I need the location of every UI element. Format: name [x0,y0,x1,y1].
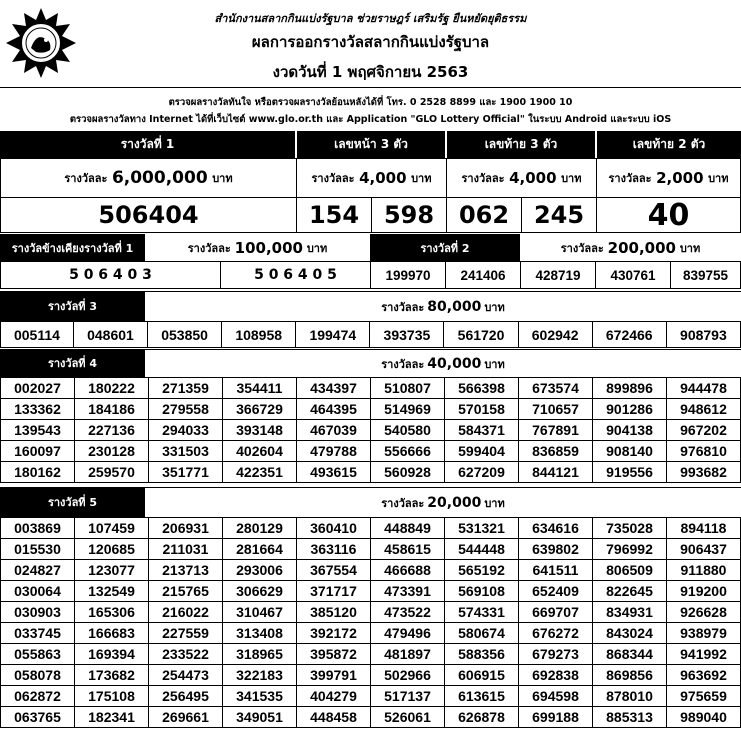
back3-number: 245 [521,197,597,233]
table-row [1,686,741,707]
prize3-table [0,321,741,348]
prize3-amount [145,291,741,321]
baht-label: บาท [411,172,432,185]
prize5-number: 938979 [667,623,741,644]
prize5-number: 033745 [1,623,75,644]
prize5-number: 911880 [667,560,741,581]
baht-label: บาท [484,300,505,314]
prize5-number: 055863 [1,644,75,665]
prize5-number: 318965 [223,644,297,665]
page-header [0,0,741,125]
prize5-number: 310467 [223,602,297,623]
info-internet: ตรวจผลรางวัลทาง Internet ได้ที่เว็บไซต์ www.glo.or.th และ Application "GLO Lottery Official" ในระบบ Android และระบบ iOS [69,114,672,125]
prize5-number: 367554 [297,560,371,581]
prize4-number: 944478 [667,378,741,399]
prize5-number: 588356 [445,644,519,665]
prize5-number: 213713 [149,560,223,581]
prize2-number: 430761 [595,261,671,289]
front3-amount [296,158,447,198]
prize5-number: 395872 [297,644,371,665]
prize4-number: 556666 [371,441,445,462]
prize5-number: 281664 [223,539,297,560]
table-row [1,420,741,441]
prize5-number: 639802 [519,539,593,560]
prize5-number: 526061 [371,707,445,728]
prize5-number: 182341 [75,707,149,728]
prize4-number: 584371 [445,420,519,441]
prize4-number: 393148 [223,420,297,441]
prize4-number: 948612 [667,399,741,420]
prize4-number: 180162 [1,462,75,483]
table-row [1,322,741,348]
prize4-number: 993682 [667,462,741,483]
prize3-number: 602942 [518,322,592,348]
front3-number: 598 [371,197,447,233]
prize5-number: 569108 [445,581,519,602]
prize5-number: 641511 [519,560,593,581]
prize5-number: 531321 [445,518,519,539]
table-row [1,581,741,602]
prize5-number: 869856 [593,665,667,686]
info-phone: ตรวจผลรางวัลทันใจ หรือตรวจผลรางวัลย้อนหลังได้ที่ โทร. 0 2528 8899 และ 1900 1900 10 [168,97,573,108]
prize5-number: 834931 [593,602,667,623]
prize2-number: 428719 [520,261,596,289]
back2-header: เลขท้าย 2 ตัว [597,131,741,158]
amount-prefix: รางวัลละ [381,496,425,510]
prize5-number: 963692 [667,665,741,686]
prize5-number: 669707 [519,602,593,623]
prize5-number: 216022 [149,602,223,623]
prize5-header: รางวัลที่ 5 [0,487,145,517]
table-row [1,441,741,462]
page-title: ผลการออกรางวัลสลากกินแบ่งรัฐบาล [251,33,490,51]
table-row [1,539,741,560]
prize3-number: 108958 [222,322,296,348]
prize5-number: 473522 [371,602,445,623]
divider [0,87,741,88]
prize5-number: 360410 [297,518,371,539]
prize5-number: 606915 [445,665,519,686]
table-row [1,462,741,483]
prize5-number: 107459 [75,518,149,539]
prize4-number: 160097 [1,441,75,462]
prize5-number: 868344 [593,644,667,665]
prize5-number: 293006 [223,560,297,581]
prize4-number: 002027 [1,378,75,399]
table-row [1,399,741,420]
prize5-number: 363116 [297,539,371,560]
prize5-number: 269661 [149,707,223,728]
prize1-header: รางวัลที่ 1 [0,131,295,158]
prize2-amount [520,234,741,261]
back3-amount [446,158,597,198]
prize1-amount [0,158,297,198]
prize5-table [0,517,741,728]
baht-label: บาท [561,172,582,185]
prize5-number: 404279 [297,686,371,707]
prize5-number: 313408 [223,623,297,644]
front3-header: เลขหน้า 3 ตัว [297,131,445,158]
prize5-number: 580674 [445,623,519,644]
prize5-number: 123077 [75,560,149,581]
back2-amount [596,158,741,198]
prize4-number: 133362 [1,399,75,420]
prize4-number: 599404 [445,441,519,462]
prize2-number: 199970 [370,261,446,289]
front3-number: 154 [296,197,372,233]
prize4-number: 836859 [519,441,593,462]
table-row [1,644,741,665]
amount-prefix: รางวัลละ [461,172,505,185]
prize4-number: 259570 [75,462,149,483]
prize5-number: 919200 [667,581,741,602]
amount-value: 200,000 [607,238,676,257]
prize3-header: รางวัลที่ 3 [0,291,145,321]
table-row [1,602,741,623]
prize5-number: 058078 [1,665,75,686]
amount-value: 20,000 [427,494,482,511]
prize5-number: 448849 [371,518,445,539]
prize1-number: 506404 [0,197,297,233]
amount-value: 4,000 [359,169,407,187]
amount-prefix: รางวัลละ [560,241,604,255]
prize5-number: 448458 [297,707,371,728]
prize5-number: 062872 [1,686,75,707]
prize5-number: 473391 [371,581,445,602]
prize5-number: 694598 [519,686,593,707]
prize2-number: 241406 [445,261,521,289]
prize3-number: 393735 [370,322,444,348]
prize5-number: 256495 [149,686,223,707]
prize4-number: 464395 [297,399,371,420]
prize5-number: 254473 [149,665,223,686]
prize5-number: 169394 [75,644,149,665]
prize4-number: 180222 [75,378,149,399]
baht-label: บาท [306,241,328,255]
prize5-amount [145,487,741,517]
prize5-number: 941992 [667,644,741,665]
prize5-number: 676272 [519,623,593,644]
prize5-number: 024827 [1,560,75,581]
amount-value: 80,000 [427,298,482,315]
prize3-number: 672466 [592,322,666,348]
prize5-number: 989040 [667,707,741,728]
prize5-number: 175108 [75,686,149,707]
prize5-number: 613615 [445,686,519,707]
prize4-number: 294033 [149,420,223,441]
baht-label: บาท [212,172,233,185]
prize4-number: 904138 [593,420,667,441]
prize3-number: 561720 [444,322,518,348]
prize5-number: 822645 [593,581,667,602]
near-prize-header: รางวัลข้างเคียงรางวัลที่ 1 [0,234,145,261]
prize5-number: 466688 [371,560,445,581]
prize3-number: 053850 [148,322,222,348]
amount-prefix: รางวัลละ [381,357,425,371]
prize4-number: 627209 [445,462,519,483]
prize4-number: 844121 [519,462,593,483]
prize5-number: 132549 [75,581,149,602]
draw-date: งวดวันที่ 1 พฤศจิกายน 2563 [272,63,469,81]
prize4-number: 139543 [1,420,75,441]
amount-prefix: รางวัลละ [311,172,355,185]
near-prize-amount [145,234,370,261]
amount-value: 100,000 [234,238,303,257]
prize4-number: 710657 [519,399,593,420]
table-row [1,707,741,728]
prize4-number: 331503 [149,441,223,462]
prize4-number: 540580 [371,420,445,441]
prize4-number: 566398 [445,378,519,399]
prize4-number: 560928 [371,462,445,483]
prize5-number: 878010 [593,686,667,707]
table-row [1,560,741,581]
table-row [1,623,741,644]
prize5-number: 349051 [223,707,297,728]
prize4-number: 908140 [593,441,667,462]
prize5-number: 574331 [445,602,519,623]
prize5-number: 227559 [149,623,223,644]
prize4-amount [145,349,741,377]
amount-prefix: รางวัลละ [608,172,652,185]
baht-label: บาท [708,172,729,185]
prize5-number: 544448 [445,539,519,560]
back3-number: 062 [446,197,522,233]
prize5-number: 399791 [297,665,371,686]
prize4-number: 767891 [519,420,593,441]
prize5-number: 565192 [445,560,519,581]
prize5-number: 165306 [75,602,149,623]
prize5-number: 030064 [1,581,75,602]
prize5-number: 517137 [371,686,445,707]
prize4-number: 673574 [519,378,593,399]
prize3-number: 908793 [666,322,740,348]
near-prize-number: 5 0 6 4 0 3 [0,261,221,289]
prize5-number: 206931 [149,518,223,539]
prize5-number: 030903 [1,602,75,623]
prize5-number: 634616 [519,518,593,539]
prize4-number: 899896 [593,378,667,399]
prize4-number: 976810 [667,441,741,462]
prize4-number: 271359 [149,378,223,399]
prize2-number: 839755 [670,261,741,289]
prize5-number: 885313 [593,707,667,728]
prize5-number: 699188 [519,707,593,728]
prize5-number: 692838 [519,665,593,686]
prize5-number: 120685 [75,539,149,560]
amount-value: 2,000 [656,169,704,187]
prize5-number: 926628 [667,602,741,623]
prize4-table [0,377,741,483]
prize5-number: 280129 [223,518,297,539]
prize4-number: 901286 [593,399,667,420]
prize5-number: 306629 [223,581,297,602]
amount-prefix: รางวัลละ [187,241,231,255]
baht-label: บาท [484,357,505,371]
amount-value: 4,000 [509,169,557,187]
prize5-number: 211031 [149,539,223,560]
prize5-number: 679273 [519,644,593,665]
prize4-number: 279558 [149,399,223,420]
prize5-number: 341535 [223,686,297,707]
prize5-number: 735028 [593,518,667,539]
prize4-number: 366729 [223,399,297,420]
amount-prefix: รางวัลละ [64,172,108,185]
baht-label: บาท [484,496,505,510]
prize5-number: 385120 [297,602,371,623]
prize4-number: 467039 [297,420,371,441]
prize5-number: 166683 [75,623,149,644]
prize5-number: 481897 [371,644,445,665]
prize5-number: 371717 [297,581,371,602]
prize3-number: 199474 [296,322,370,348]
prize4-number: 227136 [75,420,149,441]
prize5-number: 906437 [667,539,741,560]
prize5-number: 796992 [593,539,667,560]
slogan: สำนักงานสลากกินแบ่งรัฐบาล ช่วยราษฎร์ เสริมรัฐ ยืนหยัดยุติธรรม [214,12,527,25]
prize4-number: 514969 [371,399,445,420]
prize4-number: 919556 [593,462,667,483]
prize4-number: 351771 [149,462,223,483]
prize4-number: 967202 [667,420,741,441]
prize5-number: 479496 [371,623,445,644]
prize5-number: 003869 [1,518,75,539]
prize5-number: 843024 [593,623,667,644]
prize5-number: 652409 [519,581,593,602]
prize5-number: 015530 [1,539,75,560]
prize5-number: 894118 [667,518,741,539]
prize5-number: 215765 [149,581,223,602]
prize5-number: 063765 [1,707,75,728]
prize3-number: 005114 [1,322,74,348]
back3-header: เลขท้าย 3 ตัว [447,131,595,158]
amount-prefix: รางวัลละ [381,300,425,314]
prize5-number: 458615 [371,539,445,560]
prize4-number: 510807 [371,378,445,399]
near-prize-number: 5 0 6 4 0 5 [220,261,371,289]
prize4-number: 479788 [297,441,371,462]
prize5-number: 502966 [371,665,445,686]
prize5-number: 626878 [445,707,519,728]
prize4-number: 184186 [75,399,149,420]
baht-label: บาท [679,241,701,255]
prize4-number: 434397 [297,378,371,399]
prize4-number: 422351 [223,462,297,483]
prize4-number: 354411 [223,378,297,399]
prize3-number: 048601 [73,322,147,348]
prize5-number: 233522 [149,644,223,665]
amount-value: 6,000,000 [111,168,208,188]
prize5-number: 392172 [297,623,371,644]
prize4-number: 230128 [75,441,149,462]
amount-value: 40,000 [427,355,482,372]
back2-number: 40 [596,197,741,233]
prize4-header: รางวัลที่ 4 [0,349,145,377]
prize4-number: 402604 [223,441,297,462]
prize5-number: 806509 [593,560,667,581]
prize5-number: 975659 [667,686,741,707]
prize4-number: 570158 [445,399,519,420]
table-row [1,518,741,539]
prize5-number: 322183 [223,665,297,686]
table-row [1,378,741,399]
prize4-number: 493615 [297,462,371,483]
table-row [1,665,741,686]
prize5-number: 173682 [75,665,149,686]
prize2-header: รางวัลที่ 2 [370,234,520,261]
